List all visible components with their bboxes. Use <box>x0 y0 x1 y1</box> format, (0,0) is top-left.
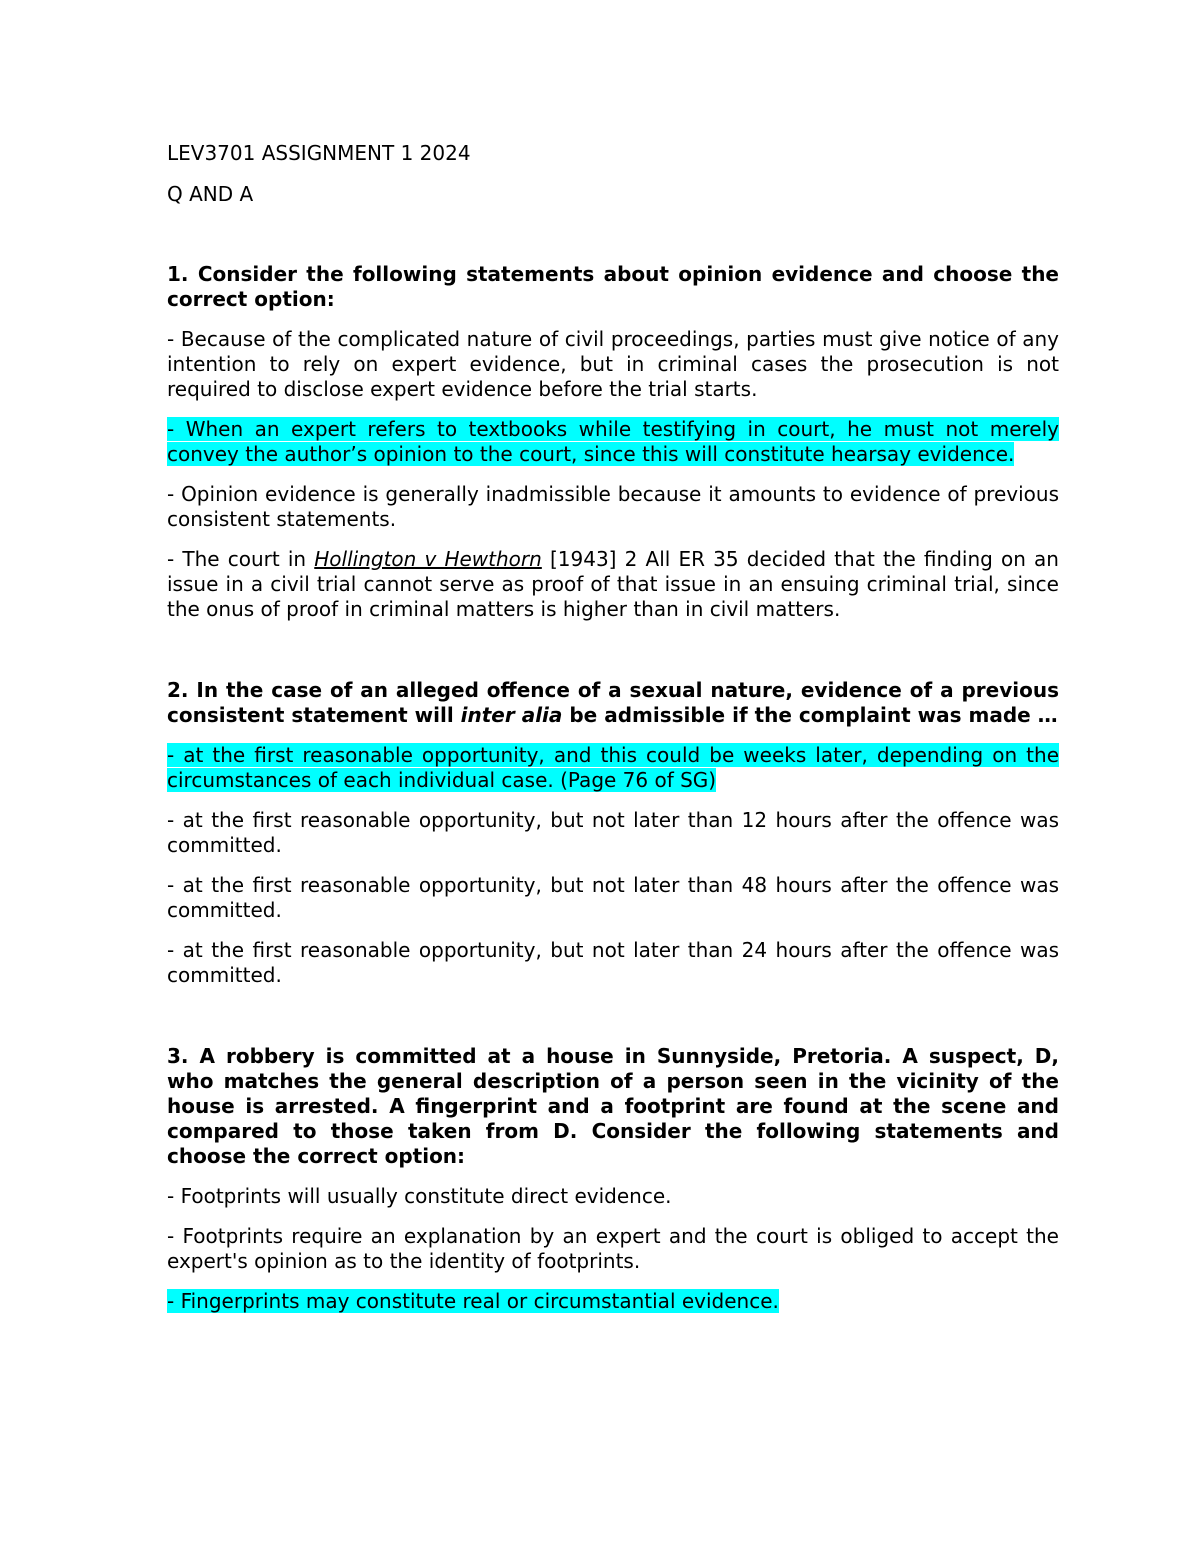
question-text-italic: inter alia <box>460 703 563 727</box>
option-text: - Because of the complicated nature of civil proceedings, parties must give notice of any intention to rely on expert evidence, but in criminal cases the prosecution is not required to disclose expert evidence before the trial starts. <box>167 327 1059 401</box>
question-block-2 <box>167 678 1059 988</box>
question-text: 1. Consider the following statements about opinion evidence and choose the correct option: <box>167 262 1059 311</box>
option-text: - at the first reasonable opportunity, but not later than 24 hours after the offence was committed. <box>167 938 1059 987</box>
answer-option-correct <box>167 743 1059 793</box>
answer-option <box>167 938 1059 988</box>
answer-option-correct <box>167 1289 1059 1314</box>
document-title: LEV3701 ASSIGNMENT 1 2024 <box>167 141 471 165</box>
answer-option <box>167 1224 1059 1274</box>
question-block-1 <box>167 262 1059 622</box>
question-block-3 <box>167 1044 1059 1314</box>
option-text: - Footprints require an explanation by an expert and the court is obliged to accept the expert's opinion as to the identity of footprints. <box>167 1224 1059 1273</box>
answer-option <box>167 873 1059 923</box>
question-text: 3. A robbery is committed at a house in Sunnyside, Pretoria. A suspect, D, who matches the general description of a person seen in the vicinity of the house is arrested. A fingerprint and a footprint are found at the scene and compared to those taken from D. Consider the following statements and choose the correct option: <box>167 1044 1059 1168</box>
question-text-end: be admissible if the complaint was made … <box>562 703 1058 727</box>
option-text-highlighted: - at the first reasonable opportunity, and this could be weeks later, depending on the circumstances of each individual case. (Page 76 of SG) <box>167 743 1059 792</box>
answer-option <box>167 482 1059 532</box>
document-subtitle: Q AND A <box>167 182 254 206</box>
answer-option <box>167 1184 1059 1209</box>
option-text: - at the first reasonable opportunity, but not later than 12 hours after the offence was committed. <box>167 808 1059 857</box>
option-prefix: - The court in <box>167 547 315 571</box>
answer-option <box>167 808 1059 858</box>
case-name-reference: Hollington v Hewthorn <box>314 547 542 571</box>
answer-option <box>167 547 1059 622</box>
question-text-start: 2. In the case of an alleged offence of a sexual nature, evidence of a previous consistent statement will <box>167 678 1059 727</box>
answer-option <box>167 327 1059 402</box>
option-text-highlighted: - When an expert refers to textbooks while testifying in court, he must not merely convey the author’s opinion to the court, since this will constitute hearsay evidence. <box>167 417 1059 466</box>
option-text-highlighted: - Fingerprints may constitute real or circumstantial evidence. <box>167 1289 779 1313</box>
option-text: - Opinion evidence is generally inadmissible because it amounts to evidence of previous consistent statements. <box>167 482 1059 531</box>
option-text: - Footprints will usually constitute direct evidence. <box>167 1184 672 1208</box>
question-text <box>167 678 1059 728</box>
option-text: - at the first reasonable opportunity, but not later than 48 hours after the offence was committed. <box>167 873 1059 922</box>
document-page <box>167 140 1059 1329</box>
answer-option-correct <box>167 417 1059 467</box>
option-suffix: [1943] 2 All ER 35 decided that the finding on an issue in a civil trial cannot serve as proof of that issue in an ensuing criminal trial, since the onus of proof in criminal matters is higher than in civil matters. <box>167 547 1059 621</box>
